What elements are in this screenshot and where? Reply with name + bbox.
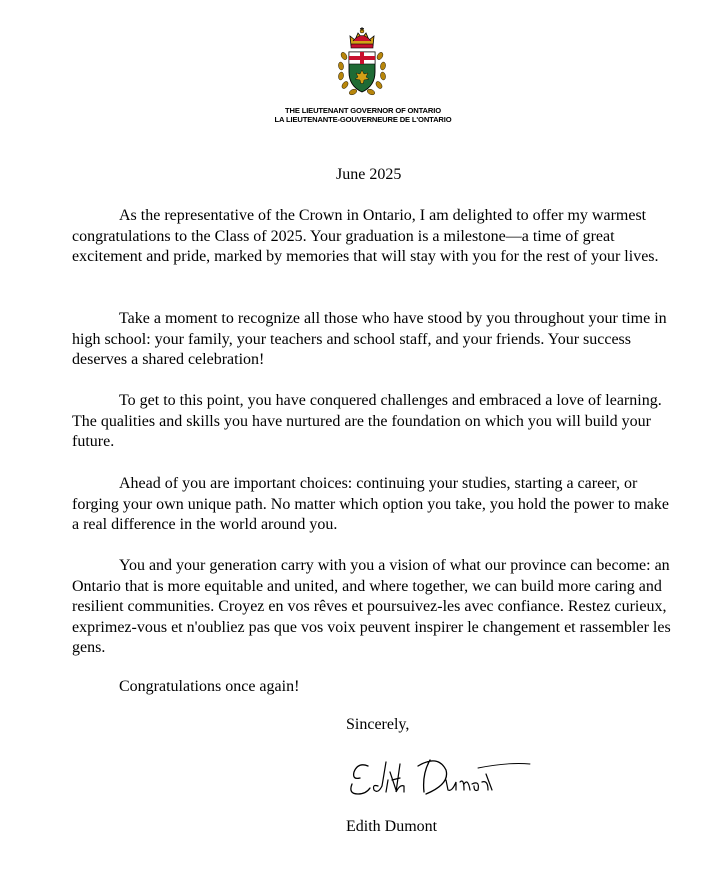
shield-icon xyxy=(349,52,375,92)
letter-paragraph-6: Congratulations once again! xyxy=(119,678,300,695)
letterhead-office-title xyxy=(260,106,466,124)
crown-icon xyxy=(350,27,374,48)
office-title-french: LA LIEUTENANTE-GOUVERNEURE DE L'ONTARIO xyxy=(274,115,452,124)
letter-closing: Sincerely, xyxy=(346,716,410,733)
signer-name: Edith Dumont xyxy=(346,818,438,835)
letter-date: June 2025 xyxy=(336,166,402,183)
handwritten-signature xyxy=(338,744,538,802)
letter-paragraph-1: As the representative of the Crown in Ontario, I am delighted to offer my warmest congratulations to the Class of 2025. Your graduation is a milestone—a time of great excitement and pride, marked by memories that will stay with you for the rest of your lives. xyxy=(72,207,659,265)
letter-paragraph-5: You and your generation carry with you a vision of what our province can become: an Ontario that is more equitable and united, and where together, we can build more caring and resilient communities. Croyez en vos rêves et poursuivez-les avec confiance. Restez curieux, exprimez-vous et n'oubliez pas que vos voix peuvent inspirer le changement et rassembler les gens. xyxy=(72,557,671,656)
letter-paragraph-3: To get to this point, you have conquered challenges and embraced a love of learning. The qualities and skills you have nurtured are the foundation on which you will build your future. xyxy=(72,392,662,450)
letter-paragraph-2: Take a moment to recognize all those who have stood by you throughout your time in high school: your family, your teachers and school staff, and your friends. Your success deserves a shared celebration! xyxy=(72,310,667,368)
letter-paragraph-4: Ahead of you are important choices: continuing your studies, starting a career, or forging your own unique path. No matter which option you take, you hold the power to make a real difference in the world around you. xyxy=(72,475,669,533)
ontario-crest-icon xyxy=(336,26,388,98)
office-title-english: THE LIEUTENANT GOVERNOR OF ONTARIO xyxy=(285,106,441,115)
